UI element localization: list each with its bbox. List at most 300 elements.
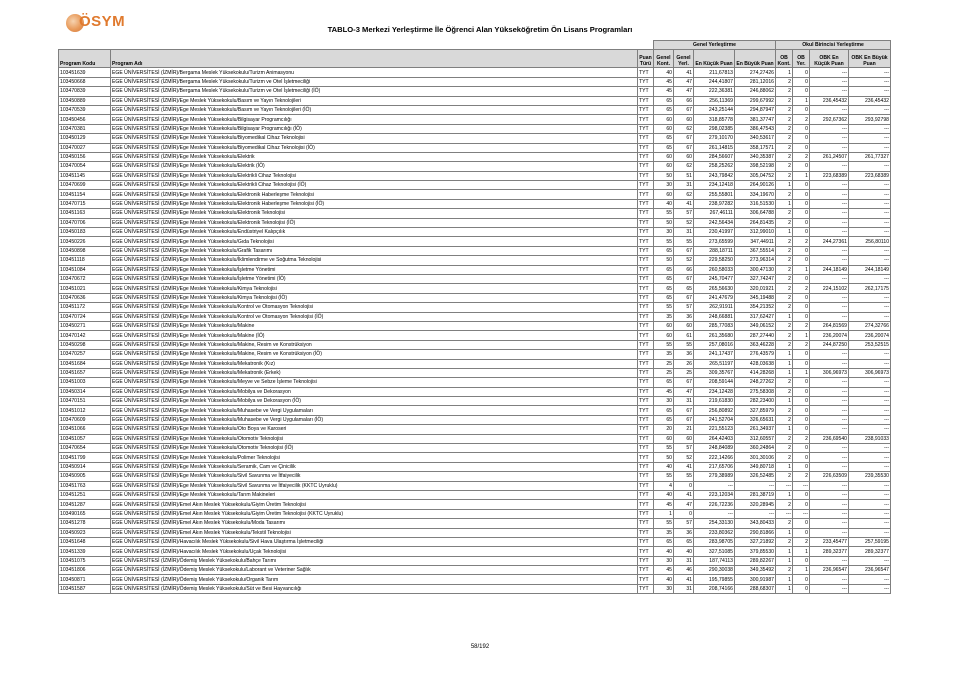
table-cell: 281,38719 [735, 490, 776, 499]
table-cell: --- [849, 293, 891, 302]
table-cell: 234,12418 [694, 181, 735, 190]
table-cell: EGE ÜNİVERSİTESİ (İZMİR)/Ege Meslek Yüksekokulu/Kontrol ve Otomasyon Teknolojisi (İÖ) [111, 312, 638, 321]
table-row [59, 152, 891, 161]
table-cell: 289,32377 [849, 547, 891, 556]
table-cell: EGE ÜNİVERSİTESİ (İZMİR)/Emel Akın Meslek Yüksekokulu/Tekstil Teknolojisi [111, 528, 638, 537]
table-cell: 1 [776, 181, 793, 190]
table-cell: 0 [793, 500, 810, 509]
table-cell: TYT [638, 312, 654, 321]
table-cell: 55 [654, 209, 674, 218]
table-cell: 256,11369 [694, 96, 735, 105]
genel-group-header: Genel Yerleştirme [654, 41, 776, 50]
table-cell: 1 [776, 312, 793, 321]
table-cell: EGE ÜNİVERSİTESİ (İZMİR)/Ege Meslek Yüksekokulu/Makine, Resim ve Konstrüksiyon (İÖ) [111, 350, 638, 359]
table-cell: 274,27426 [735, 68, 776, 77]
table-cell: 2 [776, 77, 793, 86]
table-cell: 349,80718 [735, 462, 776, 471]
table-cell: 345,19488 [735, 293, 776, 302]
table-cell: 289,82267 [735, 556, 776, 565]
table-cell: 67 [674, 246, 694, 255]
table-cell: 275,58308 [735, 387, 776, 396]
table-cell: 52 [674, 453, 694, 462]
table-cell: 103470636 [59, 293, 111, 302]
table-cell: 103451012 [59, 406, 111, 415]
table-cell: 40 [654, 490, 674, 499]
table-cell: 1 [776, 556, 793, 565]
table-cell: 52 [674, 256, 694, 265]
table-cell: 55 [674, 472, 694, 481]
table-cell: 103470609 [59, 415, 111, 424]
table-cell: 1 [776, 425, 793, 434]
table-cell: 2 [776, 340, 793, 349]
table-cell: 50 [654, 256, 674, 265]
table-cell: 2 [776, 256, 793, 265]
column-header: Genel Yerl. [674, 50, 694, 68]
table-cell: 312,60557 [735, 434, 776, 443]
table-cell: EGE ÜNİVERSİTESİ (İZMİR)/Ege Meslek Yüksekokulu/Elektrik [111, 152, 638, 161]
table-cell: 2 [776, 237, 793, 246]
table-cell: 285,77083 [694, 321, 735, 330]
table-cell: 2 [793, 115, 810, 124]
table-cell: 47 [674, 87, 694, 96]
table-cell: 236,20074 [810, 331, 849, 340]
table-cell: 195,79855 [694, 575, 735, 584]
table-cell: 276,43579 [735, 350, 776, 359]
table-cell: 103450889 [59, 96, 111, 105]
programs-table [58, 40, 891, 594]
table-cell: 0 [793, 556, 810, 565]
table-cell: TYT [638, 228, 654, 237]
table-cell: 0 [793, 303, 810, 312]
table-cell: 36 [674, 312, 694, 321]
table-row [59, 96, 891, 105]
table-cell: 103450156 [59, 152, 111, 161]
table-row [59, 387, 891, 396]
table-cell: EGE ÜNİVERSİTESİ (İZMİR)/Ege Meslek Yüksekokulu/Makine, Resim ve Konstrüksiyon [111, 340, 638, 349]
table-cell: TYT [638, 284, 654, 293]
table-row [59, 434, 891, 443]
table-cell: 0 [793, 359, 810, 368]
table-cell: 103450871 [59, 575, 111, 584]
table-cell: 381,37747 [735, 115, 776, 124]
table-cell: 349,35492 [735, 566, 776, 575]
table-cell: EGE ÜNİVERSİTESİ (İZMİR)/Ege Meslek Yüksekokulu/Makine [111, 321, 638, 330]
table-cell: 55 [654, 340, 674, 349]
table-cell: 60 [654, 152, 674, 161]
table-cell: 103451145 [59, 171, 111, 180]
table-cell: 327,21892 [735, 537, 776, 546]
table-cell: --- [810, 528, 849, 537]
table-cell: 0 [674, 509, 694, 518]
table-cell: 327,85979 [735, 406, 776, 415]
table-cell: 2 [776, 519, 793, 528]
table-cell: 281,12016 [735, 77, 776, 86]
table-cell: 60 [654, 162, 674, 171]
table-cell: TYT [638, 378, 654, 387]
table-row [59, 556, 891, 565]
table-cell: 2 [776, 171, 793, 180]
table-cell: EGE ÜNİVERSİTESİ (İZMİR)/Ege Meslek Yüksekokulu/Kimya Teknolojisi (İÖ) [111, 293, 638, 302]
table-cell: TYT [638, 162, 654, 171]
table-cell: 20 [654, 425, 674, 434]
table-cell: 223,68389 [849, 171, 891, 180]
table-cell: --- [849, 124, 891, 133]
table-cell: TYT [638, 350, 654, 359]
table-cell: 0 [793, 312, 810, 321]
table-cell: 0 [793, 444, 810, 453]
table-cell: 103451657 [59, 368, 111, 377]
table-cell: --- [810, 444, 849, 453]
table-cell: --- [849, 397, 891, 406]
table-cell: 0 [793, 575, 810, 584]
table-cell: 40 [654, 462, 674, 471]
table-cell: --- [849, 490, 891, 499]
column-header: Puan Türü [638, 50, 654, 68]
table-cell: 264,42403 [694, 434, 735, 443]
table-cell: 103450905 [59, 472, 111, 481]
table-cell: 65 [654, 406, 674, 415]
table-cell: 2 [793, 340, 810, 349]
table-row [59, 444, 891, 453]
table-cell: 2 [776, 500, 793, 509]
table-cell: 309,35767 [694, 368, 735, 377]
table-cell: 238,91033 [849, 434, 891, 443]
table-cell: TYT [638, 321, 654, 330]
table-cell: 35 [654, 528, 674, 537]
table-header [59, 41, 891, 68]
table-cell: --- [849, 481, 891, 490]
table-cell: 261,34937 [735, 425, 776, 434]
table-row [59, 105, 891, 114]
table-cell: 103470151 [59, 397, 111, 406]
table-cell: EGE ÜNİVERSİTESİ (İZMİR)/Ege Meslek Yüksekokulu/İşletme Yönetimi [111, 265, 638, 274]
table-cell: --- [810, 350, 849, 359]
table-cell: 2 [776, 209, 793, 218]
table-cell: --- [810, 256, 849, 265]
table-cell: --- [810, 303, 849, 312]
table-cell: 298,02385 [694, 124, 735, 133]
table-cell: 386,47543 [735, 124, 776, 133]
table-cell: 1 [776, 575, 793, 584]
table-cell: 236,96547 [849, 566, 891, 575]
table-cell: 30 [654, 397, 674, 406]
table-row [59, 350, 891, 359]
table-cell: 0 [674, 481, 694, 490]
table-cell: 243,79842 [694, 171, 735, 180]
table-row [59, 500, 891, 509]
table-cell: 0 [793, 584, 810, 593]
table-cell: 67 [674, 378, 694, 387]
table-cell: --- [810, 500, 849, 509]
table-row [59, 312, 891, 321]
table-cell: 1 [793, 547, 810, 556]
table-cell: 60 [654, 321, 674, 330]
table-row [59, 462, 891, 471]
table-cell: TYT [638, 87, 654, 96]
table-cell: --- [849, 453, 891, 462]
table-cell: 234,12428 [694, 387, 735, 396]
table-cell: 103450898 [59, 246, 111, 255]
table-cell: --- [810, 162, 849, 171]
table-cell: 2 [776, 293, 793, 302]
table-cell: 0 [793, 406, 810, 415]
table-cell: EGE ÜNİVERSİTESİ (İZMİR)/Ege Meslek Yüksekokulu/Mekatronik (Erkek) [111, 368, 638, 377]
table-cell: TYT [638, 190, 654, 199]
table-cell: 257,59195 [849, 537, 891, 546]
column-header: Program Adı [111, 50, 638, 68]
table-cell: 2 [776, 152, 793, 161]
table-cell: 2 [776, 434, 793, 443]
table-cell: 289,32377 [810, 547, 849, 556]
table-cell: 55 [674, 340, 694, 349]
table-cell: 46 [674, 566, 694, 575]
table-cell: 41 [674, 462, 694, 471]
table-cell: 62 [674, 124, 694, 133]
table-cell: 35 [654, 312, 674, 321]
table-cell: 236,45432 [810, 96, 849, 105]
table-cell: --- [810, 556, 849, 565]
table-cell: 65 [674, 284, 694, 293]
table-cell: 2 [776, 134, 793, 143]
table-row [59, 293, 891, 302]
table-cell: 0 [793, 425, 810, 434]
table-cell: 0 [793, 77, 810, 86]
table-cell: 343,80433 [735, 519, 776, 528]
table-cell: EGE ÜNİVERSİTESİ (İZMİR)/Ege Meslek Yüksekokulu/Tarım Makineleri [111, 490, 638, 499]
table-cell: 326,52485 [735, 472, 776, 481]
table-cell: 4 [654, 481, 674, 490]
table-cell: TYT [638, 490, 654, 499]
table-cell: --- [849, 274, 891, 283]
table-cell: 241,52704 [694, 415, 735, 424]
table-cell: --- [810, 584, 849, 593]
table-row [59, 190, 891, 199]
table-cell: --- [849, 143, 891, 152]
table-cell: 244,27361 [810, 237, 849, 246]
table-cell: EGE ÜNİVERSİTESİ (İZMİR)/Ödemiş Meslek Yüksekokulu/Organik Tarım [111, 575, 638, 584]
table-cell: --- [810, 406, 849, 415]
table-row [59, 368, 891, 377]
table-cell: EGE ÜNİVERSİTESİ (İZMİR)/Emel Akın Meslek Yüksekokulu/Moda Tasarımı [111, 519, 638, 528]
table-cell: --- [810, 453, 849, 462]
table-cell: --- [849, 509, 891, 518]
table-cell: EGE ÜNİVERSİTESİ (İZMİR)/Ege Meslek Yüksekokulu/Otomotiv Teknolojisi [111, 434, 638, 443]
table-cell: 31 [674, 397, 694, 406]
table-cell: 238,97282 [694, 199, 735, 208]
table-cell: --- [810, 228, 849, 237]
table-cell: 1 [776, 397, 793, 406]
table-cell: EGE ÜNİVERSİTESİ (İZMİR)/Bergama Meslek Yüksekokulu/Turizm ve Otel İşletmeciliği (İÖ) [111, 87, 638, 96]
table-row [59, 397, 891, 406]
table-row [59, 340, 891, 349]
table-cell: --- [810, 293, 849, 302]
table-cell: 2 [776, 246, 793, 255]
table-cell: 65 [674, 537, 694, 546]
table-row [59, 472, 891, 481]
table-row [59, 181, 891, 190]
table-cell: 256,80110 [849, 237, 891, 246]
table-cell: --- [849, 246, 891, 255]
table-row [59, 134, 891, 143]
table-cell: --- [810, 199, 849, 208]
table-cell: 103470839 [59, 87, 111, 96]
column-header: OB Kont. [776, 50, 793, 68]
table-cell: 222,14266 [694, 453, 735, 462]
table-cell: 358,17571 [735, 143, 776, 152]
table-cell: 0 [793, 462, 810, 471]
table-cell: 2 [776, 453, 793, 462]
table-row [59, 481, 891, 490]
table-cell: --- [849, 425, 891, 434]
table-cell: 244,18149 [810, 265, 849, 274]
table-cell: EGE ÜNİVERSİTESİ (İZMİR)/Ege Meslek Yüksekokulu/Makine (İÖ) [111, 331, 638, 340]
table-row [59, 425, 891, 434]
table-cell: 354,21352 [735, 303, 776, 312]
table-cell: 327,51085 [694, 547, 735, 556]
table-cell: 65 [654, 378, 674, 387]
table-cell: 0 [793, 246, 810, 255]
table-cell: EGE ÜNİVERSİTESİ (İZMİR)/Ege Meslek Yüksekokulu/Bilgisayar Programcılığı (İÖ) [111, 124, 638, 133]
table-cell: --- [810, 509, 849, 518]
table-cell: --- [849, 350, 891, 359]
table-cell: 1 [776, 490, 793, 499]
table-cell: --- [849, 256, 891, 265]
table-cell: 50 [654, 171, 674, 180]
table-cell: 65 [654, 105, 674, 114]
table-cell: TYT [638, 265, 654, 274]
table-cell: 103451057 [59, 434, 111, 443]
table-cell: --- [849, 575, 891, 584]
table-cell: 300,91987 [735, 575, 776, 584]
table-cell: 57 [674, 519, 694, 528]
table-cell: 52 [674, 218, 694, 227]
table-cell: --- [735, 481, 776, 490]
table-cell: 187,74113 [694, 556, 735, 565]
table-cell: TYT [638, 181, 654, 190]
table-cell: 103451154 [59, 190, 111, 199]
table-cell: 103451339 [59, 547, 111, 556]
table-cell: 21 [674, 425, 694, 434]
table-cell: 261,35680 [694, 331, 735, 340]
table-cell: 264,81435 [735, 218, 776, 227]
table-cell: 0 [793, 162, 810, 171]
table-cell: 103451799 [59, 453, 111, 462]
table-cell: TYT [638, 509, 654, 518]
table-cell: 60 [674, 321, 694, 330]
table-cell: 398,52198 [735, 162, 776, 171]
table-cell: 236,69540 [810, 434, 849, 443]
table-cell: 349,06152 [735, 321, 776, 330]
table-cell: 66 [674, 96, 694, 105]
table-cell: 1 [776, 462, 793, 471]
table-cell: 45 [654, 500, 674, 509]
table-cell: 241,47679 [694, 293, 735, 302]
table-row [59, 509, 891, 518]
table-cell: 40 [654, 547, 674, 556]
table-cell: 36 [674, 528, 694, 537]
table-cell: 65 [654, 415, 674, 424]
table-cell: 2 [776, 115, 793, 124]
table-cell: 36 [674, 350, 694, 359]
table-row [59, 331, 891, 340]
table-row [59, 547, 891, 556]
table-cell: 62 [674, 190, 694, 199]
table-cell: 67 [674, 406, 694, 415]
table-cell: 2 [793, 237, 810, 246]
table-cell: 2 [776, 265, 793, 274]
table-cell: EGE ÜNİVERSİTESİ (İZMİR)/Ege Meslek Yüksekokulu/Gıda Teknolojisi [111, 237, 638, 246]
table-cell: 45 [654, 77, 674, 86]
table-cell: 0 [793, 124, 810, 133]
table-cell: 2 [776, 537, 793, 546]
table-cell: 60 [654, 190, 674, 199]
table-cell: TYT [638, 77, 654, 86]
table-row [59, 406, 891, 415]
table-cell: 299,67992 [735, 96, 776, 105]
table-cell: 60 [654, 115, 674, 124]
table-cell: --- [810, 274, 849, 283]
table-cell: 2 [776, 472, 793, 481]
table-cell: 1 [793, 265, 810, 274]
column-header: OBK En Küçük Puan [810, 50, 849, 68]
table-cell: 284,56607 [694, 152, 735, 161]
table-cell: --- [810, 575, 849, 584]
table-cell: 0 [793, 378, 810, 387]
table-cell: 2 [776, 566, 793, 575]
table-cell: 41 [674, 68, 694, 77]
table-cell: 40 [654, 575, 674, 584]
table-cell: 265,56630 [694, 284, 735, 293]
table-cell: --- [849, 181, 891, 190]
table-row [59, 246, 891, 255]
table-cell: 2 [793, 472, 810, 481]
table-cell: 103451648 [59, 537, 111, 546]
table-cell: EGE ÜNİVERSİTESİ (İZMİR)/Bergama Meslek Yüksekokulu/Turizm Animasyonu [111, 68, 638, 77]
table-cell: TYT [638, 303, 654, 312]
table-cell: 103470654 [59, 444, 111, 453]
table-cell: 0 [793, 528, 810, 537]
table-cell: TYT [638, 134, 654, 143]
table-cell: 260,58033 [694, 265, 735, 274]
table-cell: 57 [674, 444, 694, 453]
table-cell: 326,65631 [735, 415, 776, 424]
table-cell: TYT [638, 246, 654, 255]
table-cell: TYT [638, 472, 654, 481]
table-cell: --- [849, 228, 891, 237]
table-cell: TYT [638, 584, 654, 593]
table-cell: 65 [654, 246, 674, 255]
table-cell: 55 [654, 472, 674, 481]
table-cell: EGE ÜNİVERSİTESİ (İZMİR)/Ege Meslek Yüksekokulu/Kontrol ve Otomasyon Teknolojisi [111, 303, 638, 312]
table-cell: 1 [776, 228, 793, 237]
table-cell: 279,38989 [694, 472, 735, 481]
table-cell: --- [849, 387, 891, 396]
table-cell: 40 [654, 68, 674, 77]
table-cell: --- [810, 462, 849, 471]
table-cell: 245,70477 [694, 274, 735, 283]
table-cell: TYT [638, 152, 654, 161]
table-cell: 288,18711 [694, 246, 735, 255]
table-cell: 45 [654, 566, 674, 575]
table-cell: 103470539 [59, 105, 111, 114]
table-cell: EGE ÜNİVERSİTESİ (İZMİR)/Ege Meslek Yüksekokulu/İklimlendirme ve Soğutma Teknolojisi [111, 256, 638, 265]
table-cell: 103450456 [59, 115, 111, 124]
table-cell: 428,03638 [735, 359, 776, 368]
table-cell: TYT [638, 425, 654, 434]
table-cell: 47 [674, 77, 694, 86]
table-cell: 65 [654, 537, 674, 546]
table-cell: 264,81569 [810, 321, 849, 330]
